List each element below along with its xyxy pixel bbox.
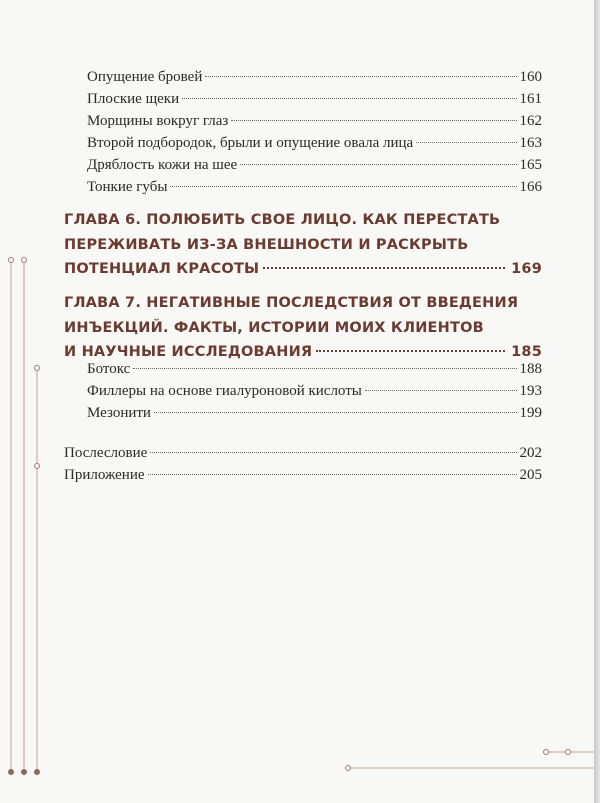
chapter-6-page: 169	[511, 261, 542, 277]
toc-entry-title: Дряблость кожи на шее	[87, 157, 238, 173]
chapter-6-line-2: ПЕРЕЖИВАТЬ ИЗ-ЗА ВНЕШНОСТИ И РАСКРЫТЬ	[64, 236, 469, 253]
toc-entry-title: Послесловие	[64, 445, 148, 461]
toc-entry-title: Второй подбородок, брыли и опущение овала лица	[87, 135, 414, 151]
toc-entry-title: Тонкие губы	[87, 179, 168, 195]
toc-entry-page: 166	[519, 179, 542, 195]
chapter-6-line-1: ГЛАВА 6. ПОЛЮБИТЬ СВОЕ ЛИЦО. КАК ПЕРЕСТАТЬ	[64, 212, 501, 228]
toc-entry-page: 188	[519, 361, 542, 377]
toc-entry-page: 165	[519, 157, 542, 173]
chapter-6-line-3: ПОТЕНЦИАЛ КРАСОТЫ	[64, 261, 260, 277]
toc-entry-page: 163	[519, 135, 542, 151]
toc-entry-page: 162	[519, 113, 542, 129]
toc-entry-title: Приложение	[64, 467, 145, 483]
toc-entry-page: 160	[519, 69, 542, 85]
chapter-7-line-1: ГЛАВА 7. НЕГАТИВНЫЕ ПОСЛЕДСТВИЯ ОТ ВВЕДЕНИЯ	[64, 295, 519, 311]
chapter-7-line-2: ИНЪЕКЦИЙ. ФАКТЫ, ИСТОРИИ МОИХ КЛИЕНТОВ	[64, 319, 484, 336]
toc-entry-page: 161	[519, 91, 542, 107]
toc-entry-page: 199	[519, 405, 542, 421]
toc-entry-title: Ботокс	[87, 361, 131, 377]
chapter-7-line-3: И НАУЧНЫЕ ИССЛЕДОВАНИЯ	[64, 344, 313, 360]
toc-entry-title: Филлеры на основе гиалуроновой кислоты	[87, 383, 362, 399]
toc-entry-page: 193	[519, 383, 542, 399]
toc-entry-title: Опущение бровей	[87, 69, 203, 85]
page-edge-shadow	[594, 0, 600, 803]
toc-entry-title: Мезонити	[87, 405, 151, 421]
toc-entry-page: 202	[519, 445, 542, 461]
chapter-7-page: 185	[511, 344, 542, 360]
toc-entry-page: 205	[519, 467, 542, 483]
toc-entry-title: Морщины вокруг глаз	[87, 113, 229, 129]
toc-entry-title: Плоские щеки	[87, 91, 180, 107]
